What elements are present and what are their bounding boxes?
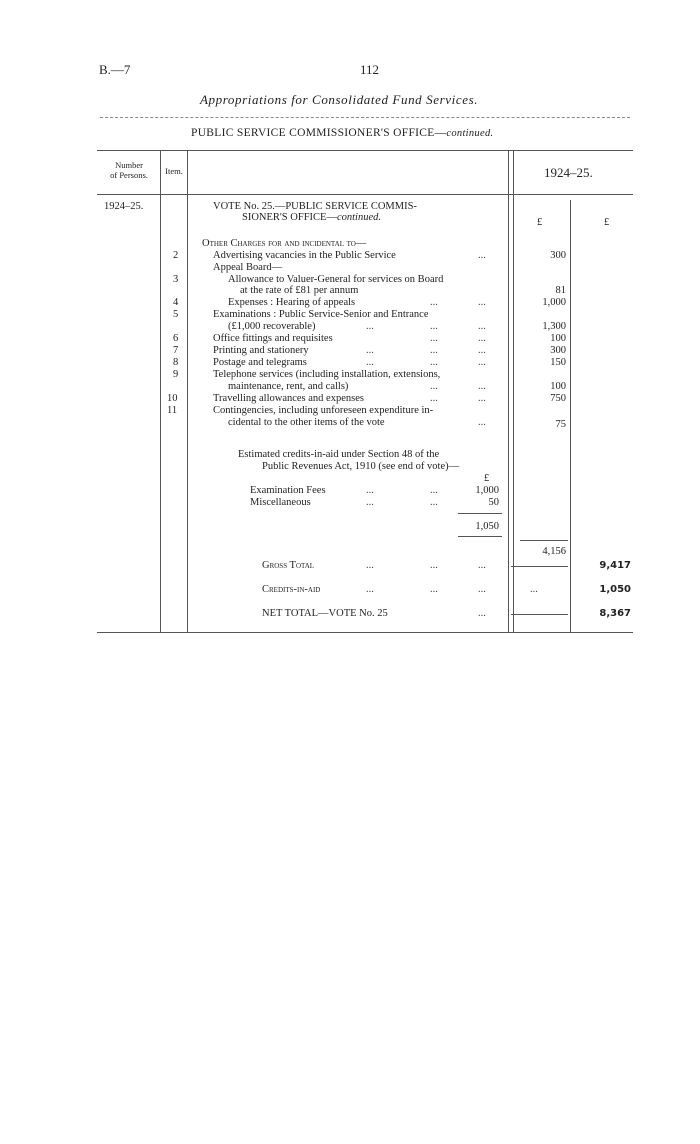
gross-total-amount: 9,417 bbox=[599, 560, 631, 571]
vote-heading-continued: continued. bbox=[336, 212, 381, 223]
col-header-pound-2: £ bbox=[604, 217, 610, 228]
item-amount: 150 bbox=[550, 357, 566, 368]
item-number: 8 bbox=[173, 357, 179, 368]
net-total-rule bbox=[511, 614, 568, 615]
leader-dots: ... bbox=[478, 333, 486, 344]
gross-total-label: Gross Total bbox=[262, 560, 315, 571]
item-description-cont: cidental to the other items of the vote bbox=[228, 417, 385, 428]
other-charges-heading: Other Charges for and incidental to— bbox=[202, 238, 367, 249]
leader-dots: ... bbox=[366, 321, 374, 332]
leader-dots: ... bbox=[366, 497, 374, 508]
item-description: Printing and stationery bbox=[213, 345, 309, 356]
leader-dots: ... bbox=[366, 485, 374, 496]
item-amount: 100 bbox=[550, 381, 566, 392]
credit-label-misc: Miscellaneous bbox=[250, 497, 311, 508]
leader-dots: ... bbox=[478, 345, 486, 356]
item-description-cont: at the rate of £81 per annum bbox=[240, 285, 359, 296]
leader-dots: ... bbox=[478, 357, 486, 368]
col-divider-description-double bbox=[513, 150, 514, 632]
col-header-persons bbox=[101, 160, 157, 180]
leader-dots: ... bbox=[430, 381, 438, 392]
leader-dots: ... bbox=[478, 417, 486, 428]
leader-dots: ... bbox=[478, 608, 486, 619]
subtitle-main: PUBLIC SERVICE COMMISSIONER'S OFFICE— bbox=[191, 127, 447, 139]
credits-total-rule bbox=[458, 536, 502, 537]
item-description: Advertising vacancies in the Public Service bbox=[213, 250, 396, 261]
item-description: Allowance to Valuer-General for services on Board bbox=[228, 274, 444, 285]
leader-dots: ... bbox=[430, 485, 438, 496]
item-amount: 300 bbox=[550, 345, 566, 356]
item-number: 3 bbox=[173, 274, 179, 285]
credits-total: 1,050 bbox=[475, 521, 499, 532]
subtotal-amount: 4,156 bbox=[542, 546, 566, 557]
leader-dots: ... bbox=[478, 584, 486, 595]
col-header-persons-line2: of Persons. bbox=[110, 170, 148, 180]
item-description: Postage and telegrams bbox=[213, 357, 307, 368]
leader-dots: ... bbox=[530, 584, 538, 595]
col-header-pound-1: £ bbox=[537, 217, 543, 228]
subtotal-rule bbox=[520, 540, 568, 541]
item-description-cont: maintenance, rent, and calls) bbox=[228, 381, 349, 392]
table-header-rule bbox=[97, 194, 633, 195]
gross-total-rule bbox=[511, 566, 568, 567]
col-header-item: Item. bbox=[165, 166, 183, 176]
leader-dots: ... bbox=[366, 584, 374, 595]
leader-dots: ... bbox=[430, 297, 438, 308]
leader-dots: ... bbox=[478, 321, 486, 332]
appeal-board-heading: Appeal Board— bbox=[213, 262, 283, 273]
credit-amount-exam: 1,000 bbox=[475, 485, 499, 496]
page-title: Appropriations for Consolidated Fund Services. bbox=[200, 92, 479, 107]
credits-in-aid-amount: 1,050 bbox=[599, 584, 631, 595]
document-reference: B.—7 bbox=[99, 62, 131, 77]
credits-in-aid-label: Credits-in-aid bbox=[262, 584, 321, 595]
col-divider-item bbox=[187, 150, 188, 632]
item-number: 7 bbox=[173, 345, 179, 356]
item-description: Expenses : Hearing of appeals bbox=[228, 297, 356, 308]
credit-label-exam: Examination Fees bbox=[250, 485, 326, 496]
col-header-persons-line1: Number bbox=[115, 160, 143, 170]
item-amount: 1,000 bbox=[542, 297, 566, 308]
leader-dots: ... bbox=[430, 321, 438, 332]
net-total-amount: 8,367 bbox=[599, 608, 631, 619]
leader-dots: ... bbox=[430, 393, 438, 404]
table-top-rule bbox=[97, 150, 633, 151]
leader-dots: ... bbox=[478, 250, 486, 261]
leader-dots: ... bbox=[430, 357, 438, 368]
leader-dots: ... bbox=[366, 560, 374, 571]
item-amount: 75 bbox=[555, 419, 566, 430]
credits-sum-rule bbox=[458, 513, 502, 514]
item-number: 10 bbox=[167, 393, 178, 404]
item-amount: 81 bbox=[555, 285, 566, 296]
leader-dots: ... bbox=[366, 345, 374, 356]
credits-heading-line2: Public Revenues Act, 1910 (see end of vote)— bbox=[262, 461, 460, 472]
leader-dots: ... bbox=[366, 357, 374, 368]
leader-dots: ... bbox=[430, 497, 438, 508]
item-amount: 750 bbox=[550, 393, 566, 404]
leader-dots: ... bbox=[478, 393, 486, 404]
item-amount: 100 bbox=[550, 333, 566, 344]
item-description: Examinations : Public Service-Senior and Entrance bbox=[213, 309, 429, 320]
item-amount: 300 bbox=[550, 250, 566, 261]
table-bottom-rule bbox=[97, 632, 633, 633]
title-rule bbox=[100, 117, 630, 118]
leader-dots: ... bbox=[430, 333, 438, 344]
vote-heading-main: SIONER'S OFFICE— bbox=[242, 212, 337, 223]
item-number: 9 bbox=[173, 369, 179, 380]
leader-dots: ... bbox=[478, 381, 486, 392]
leader-dots: ... bbox=[478, 560, 486, 571]
page-number: 112 bbox=[360, 62, 380, 77]
item-description: Contingencies, including unforeseen expenditure in- bbox=[213, 405, 434, 416]
item-description: Telephone services (including installation, extensions, bbox=[213, 369, 441, 380]
leader-dots: ... bbox=[478, 297, 486, 308]
vote-heading-line1: VOTE No. 25.—PUBLIC SERVICE COMMIS- bbox=[213, 201, 417, 212]
item-description: Travelling allowances and expenses bbox=[213, 393, 364, 404]
col-divider-persons bbox=[160, 150, 161, 632]
persons-year: 1924–25. bbox=[104, 201, 144, 212]
col-divider-description bbox=[508, 150, 509, 632]
item-number: 4 bbox=[173, 297, 179, 308]
vote-heading-line2 bbox=[242, 212, 381, 224]
item-number: 2 bbox=[173, 250, 179, 261]
item-number: 5 bbox=[173, 309, 179, 320]
credits-heading-line1: Estimated credits-in-aid under Section 48 of the bbox=[238, 449, 440, 460]
net-total-label: NET TOTAL—VOTE No. 25 bbox=[262, 608, 388, 619]
leader-dots: ... bbox=[430, 584, 438, 595]
leader-dots: ... bbox=[430, 560, 438, 571]
item-number: 11 bbox=[167, 405, 178, 416]
item-description: Office fittings and requisites bbox=[213, 333, 333, 344]
item-number: 6 bbox=[173, 333, 179, 344]
item-description-cont: (£1,000 recoverable) bbox=[228, 321, 316, 332]
item-amount: 1,300 bbox=[542, 321, 566, 332]
credit-amount-misc: 50 bbox=[488, 497, 499, 508]
section-subtitle bbox=[191, 127, 493, 139]
leader-dots: ... bbox=[430, 345, 438, 356]
col-header-year: 1924–25. bbox=[544, 165, 593, 180]
subtitle-continued: continued. bbox=[446, 128, 494, 139]
col-divider-amounts bbox=[570, 200, 571, 632]
credits-pound-symbol: £ bbox=[484, 473, 490, 484]
